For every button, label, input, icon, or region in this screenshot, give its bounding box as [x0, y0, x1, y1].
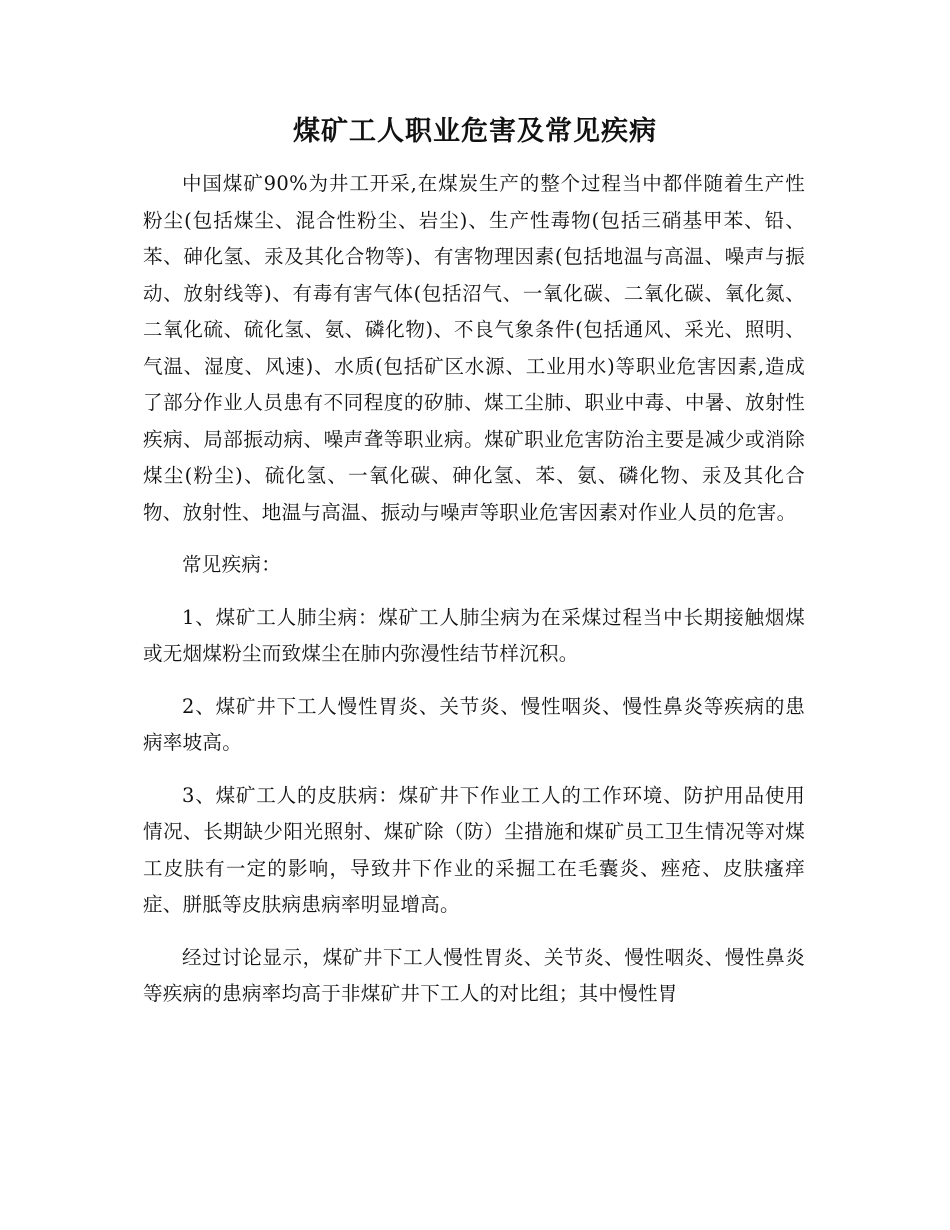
- disease-item-2: 2、煤矿井下工人慢性胃炎、关节炎、慢性咽炎、慢性鼻炎等疾病的患病率坡高。: [143, 694, 805, 754]
- disease-item-1: 1、煤矿工人肺尘病：煤矿工人肺尘病为在采煤过程当中长期接触烟煤或无烟煤粉尘而致煤尘在肺内弥漫性结节样沉积。: [143, 605, 805, 665]
- study-paragraph: 经过讨论显示，煤矿井下工人慢性胃炎、关节炎、慢性咽炎、慢性鼻炎等疾病的患病率均高于非煤矿井下工人的对比组；其中慢性胃: [143, 945, 805, 1005]
- disease-item-3: 3、煤矿工人的皮肤病：煤矿井下作业工人的工作环境、防护用品使用情况、长期缺少阳光照射、煤矿除（防）尘措施和煤矿员工卫生情况等对煤工皮肤有一定的影响，导致井下作业的采掘工在毛囊炎、痤疮、皮肤瘙痒症、胼胝等皮肤病患病率明显增高。: [143, 783, 805, 916]
- common-diseases-heading: 常见疾病：: [182, 553, 282, 576]
- document-body: [143, 166, 805, 1013]
- intro-paragraph: 中国煤矿90%为井工开采,在煤炭生产的整个过程当中都伴随着生产性粉尘(包括煤尘、混合性粉尘、岩尘)、生产性毒物(包括三硝基甲苯、铅、苯、砷化氢、汞及其化合物等)、有害物理因素(包括地温与高温、噪声与振动、放射线等)、有毒有害气体(包括沼气、一氧化碳、二氧化碳、氧化氮、二氧化硫、硫化氢、氨、磷化物)、不良气象条件(包括通风、采光、照明、气温、湿度、风速)、水质(包括矿区水源、工业用水)等职业危害因素,造成了部分作业人员患有不同程度的矽肺、煤工尘肺、职业中毒、中暑、放射性疾病、局部振动病、噪声聋等职业病。煤矿职业危害防治主要是减少或消除煤尘(粉尘)、硫化氢、一氧化碳、砷化氢、苯、氨、磷化物、汞及其化合物、放射性、地温与高温、振动与噪声等职业危害因素对作业人员的危害。: [143, 172, 805, 524]
- document-title: 煤矿工人职业危害及常见疾病: [293, 116, 657, 147]
